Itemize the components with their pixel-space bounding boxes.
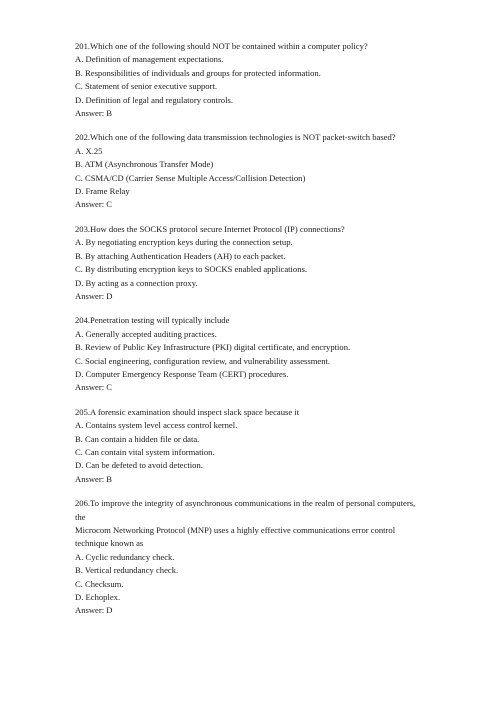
answer-text: Answer: B [75, 108, 112, 119]
question-203 [75, 223, 485, 303]
question-text: 205.A forensic examination should inspect slack space because it [75, 406, 300, 417]
option-d: D. Definition of legal and regulatory controls. [75, 94, 233, 105]
option-a: A. By negotiating encryption keys during the connection setup. [75, 237, 293, 248]
option-c: C. Can contain vital system information. [75, 446, 215, 457]
answer-text: Answer: C [75, 382, 112, 393]
option-d: D. Can be defeted to avoid detection. [75, 460, 203, 471]
question-201 [75, 40, 485, 120]
answer-text: Answer: D [75, 605, 113, 616]
option-c: C. By distributing encryption keys to SOCKS enabled applications. [75, 264, 308, 275]
option-d: D. Computer Emergency Response Team (CERT) procedures. [75, 368, 289, 379]
option-b: B. Responsibilities of individuals and groups for protected information. [75, 67, 321, 78]
question-text: 201.Which one of the following should NOT be contained within a computer policy? [75, 41, 368, 51]
question-text: 203.How does the SOCKS protocol secure Internet Protocol (IP) connections? [75, 223, 345, 234]
answer-text: Answer: C [75, 199, 112, 210]
option-c: C. Social engineering, configuration review, and vulnerability assessment. [75, 355, 331, 366]
option-c: C. CSMA/CD (Carrier Sense Multiple Access/Collision Detection) [75, 172, 306, 183]
option-b: B. Can contain a hidden file or data. [75, 433, 200, 444]
option-b: B. Vertical redundancy check. [75, 565, 179, 576]
question-204 [75, 314, 485, 394]
question-text-line-4: technique known as [75, 538, 144, 549]
document-page [75, 40, 485, 629]
option-b: B. Review of Public Key Infrastructure (PKI) digital certificate, and encryption. [75, 342, 351, 353]
option-a: A. Cyclic redundancy check. [75, 551, 175, 562]
option-c: C. Checksum. [75, 578, 124, 589]
question-text: 204.Penetration testing will typically include [75, 315, 230, 326]
question-206 [75, 497, 485, 618]
option-a: A. Definition of management expectations. [75, 54, 224, 65]
option-b: B. By attaching Authentication Headers (AH) to each packet. [75, 250, 286, 261]
answer-text: Answer: B [75, 473, 112, 484]
option-d: D. Frame Relay [75, 186, 130, 197]
question-text-line-1: 206.To improve the integrity of asynchronous communications in the realm of personal computers, [75, 498, 416, 509]
option-d: D. Echoplex. [75, 592, 121, 603]
option-b: B. ATM (Asynchronous Transfer Mode) [75, 159, 214, 170]
question-202 [75, 131, 485, 211]
question-text-line-3: Microcom Networking Protocol (MNP) uses a highly effective communications error control [75, 525, 396, 535]
option-a: A. Generally accepted auditing practices. [75, 328, 217, 339]
question-text: 202.Which one of the following data transmission technologies is NOT packet-switch based? [75, 132, 396, 143]
answer-text: Answer: D [75, 290, 113, 301]
option-d: D. By acting as a connection proxy. [75, 277, 198, 288]
question-205 [75, 406, 485, 486]
question-text-line-2: the [75, 511, 86, 522]
option-a: A. Contains system level access control kernel. [75, 420, 238, 431]
option-a: A. X.25 [75, 145, 103, 156]
option-c: C. Statement of senior executive support. [75, 81, 218, 92]
